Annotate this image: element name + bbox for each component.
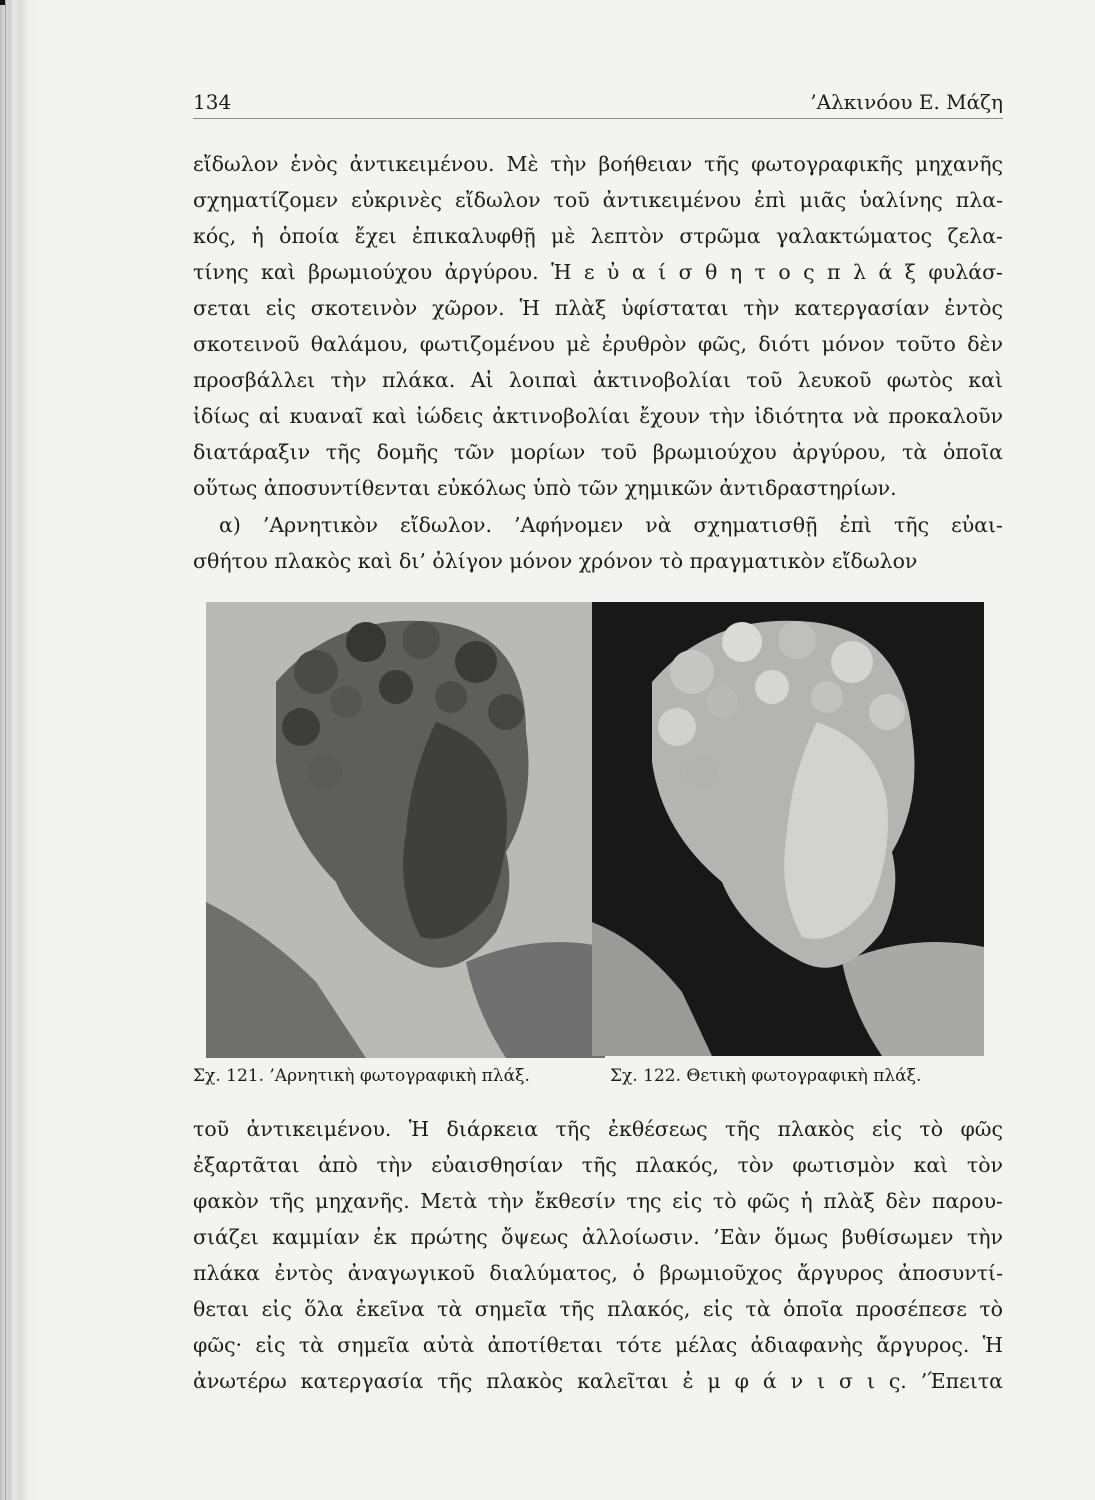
negative-bust-image <box>206 602 605 1058</box>
text-line: πλάκα ἐντὸς ἀναγωγικοῦ διαλύματος, ὁ βρωμιοῦχος ἄργυρος ἀποσυντί- <box>193 1261 1003 1285</box>
text-line: διατάραξιν τῆς δομῆς τῶν μορίων τοῦ βρωμιούχου ἀργύρου, τὰ ὁποῖα <box>193 440 1003 464</box>
text-line: σκοτεινοῦ θαλάμου, φωτιζομένου μὲ ἐρυθρὸν φῶς, διότι μόνον τοῦτο δὲν <box>193 332 1003 356</box>
text-line: σεται εἰς σκοτεινὸν χῶρον. Ἡ πλὰξ ὑφίσταται τὴν κατεργασίαν ἐντὸς <box>193 296 1003 320</box>
text-line: οὕτως ἀποσυντίθενται εὐκόλως ὑπὸ τῶν χημικῶν ἀντιδραστηρίων. <box>193 476 897 500</box>
positive-bust-image <box>592 602 984 1056</box>
running-head: ’Αλκινόου Ε. Μάζη <box>810 90 1003 114</box>
text-line: τοῦ ἀντικειμένου. Ἡ διάρκεια τῆς ἐκθέσεως τῆς πλακὸς εἰς τὸ φῶς <box>193 1117 1003 1141</box>
text-line: φακὸν τῆς μηχανῆς. Μετὰ τὴν ἔκθεσίν της εἰς τὸ φῶς ἡ πλὰξ δὲν παρου- <box>193 1189 1003 1213</box>
book-gutter-line <box>5 0 6 1500</box>
text-line: κός, ἡ ὁποία ἔχει ἐπικαλυφθῇ μὲ λεπτὸν στρῶμα γαλακτώματος ζελα- <box>193 224 1003 248</box>
text-line: σθήτου πλακὸς καὶ δι’ ὀλίγον μόνον χρόνον τὸ πραγματικὸν εἴδωλον <box>193 549 918 573</box>
scan-corner-mark <box>0 0 5 5</box>
figure-negative-plate <box>206 602 605 1058</box>
text-line: σιάζει καμμίαν ἐκ πρώτης ὄψεως ἀλλοίωσιν. ’Εὰν ὅμως βυθίσωμεν τὴν <box>193 1225 1003 1249</box>
text-line: ἀνωτέρω κατεργασία τῆς πλακὸς καλεῖται ἐ μ φ ά ν ι σ ι ς. ’Έπειτα <box>193 1369 1003 1393</box>
caption-figure-122: Σχ. 122. Θετικὴ φωτογραφικὴ πλάξ. <box>610 1066 922 1086</box>
text-line: τίνης καὶ βρωμιούχου ἀργύρου. Ἡ ε ὐ α ί σ θ η τ ο ς π λ ά ξ φυλάσ- <box>193 260 1003 284</box>
paragraph-2 <box>193 507 1003 579</box>
text-line: σχηματίζομεν εὐκρινὲς εἴδωλον τοῦ ἀντικειμένου ἐπὶ μιᾶς ὑαλίνης πλα- <box>193 188 1003 212</box>
text-line: α) ’Αρνητικὸν εἴδωλον. ’Αφήνομεν νὰ σχηματισθῇ ἐπὶ τῆς εὐαι- <box>219 513 1003 537</box>
figure-positive-plate <box>592 602 984 1056</box>
text-line: ἐξαρτᾶται ἀπὸ τὴν εὐαισθησίαν τῆς πλακός, τὸν φωτισμὸν καὶ τὸν <box>193 1153 1003 1177</box>
caption-figure-121: Σχ. 121. ’Αρνητικὴ φωτογραφικὴ πλάξ. <box>193 1066 530 1086</box>
text-line: φῶς· εἰς τὰ σημεῖα αὐτὰ ἀποτίθεται τότε μέλας ἀδιαφανὴς ἄργυρος. Ἡ <box>193 1333 1003 1357</box>
page-number: 134 <box>193 90 232 114</box>
text-line: προσβάλλει τὴν πλάκα. Αἱ λοιπαὶ ἀκτινοβολίαι τοῦ λευκοῦ φωτὸς καὶ <box>193 368 1003 392</box>
paragraph-1 <box>193 146 1003 506</box>
book-spine-shadow <box>0 0 40 1500</box>
header-rule <box>193 118 1003 119</box>
text-line: ἰδίως αἱ κυαναῖ καὶ ἰώδεις ἀκτινοβολίαι ἔχουν τὴν ἰδιότητα νὰ προκαλοῦν <box>193 404 1003 428</box>
page-header <box>193 86 1003 116</box>
paragraph-3 <box>193 1111 1003 1399</box>
text-line: εἴδωλον ἑνὸς ἀντικειμένου. Μὲ τὴν βοήθειαν τῆς φωτογραφικῆς μηχανῆς <box>193 152 1003 176</box>
text-line: θεται εἰς ὅλα ἐκεῖνα τὰ σημεῖα τῆς πλακός, εἰς τὰ ὁποῖα προσέπεσε τὸ <box>193 1297 1003 1321</box>
